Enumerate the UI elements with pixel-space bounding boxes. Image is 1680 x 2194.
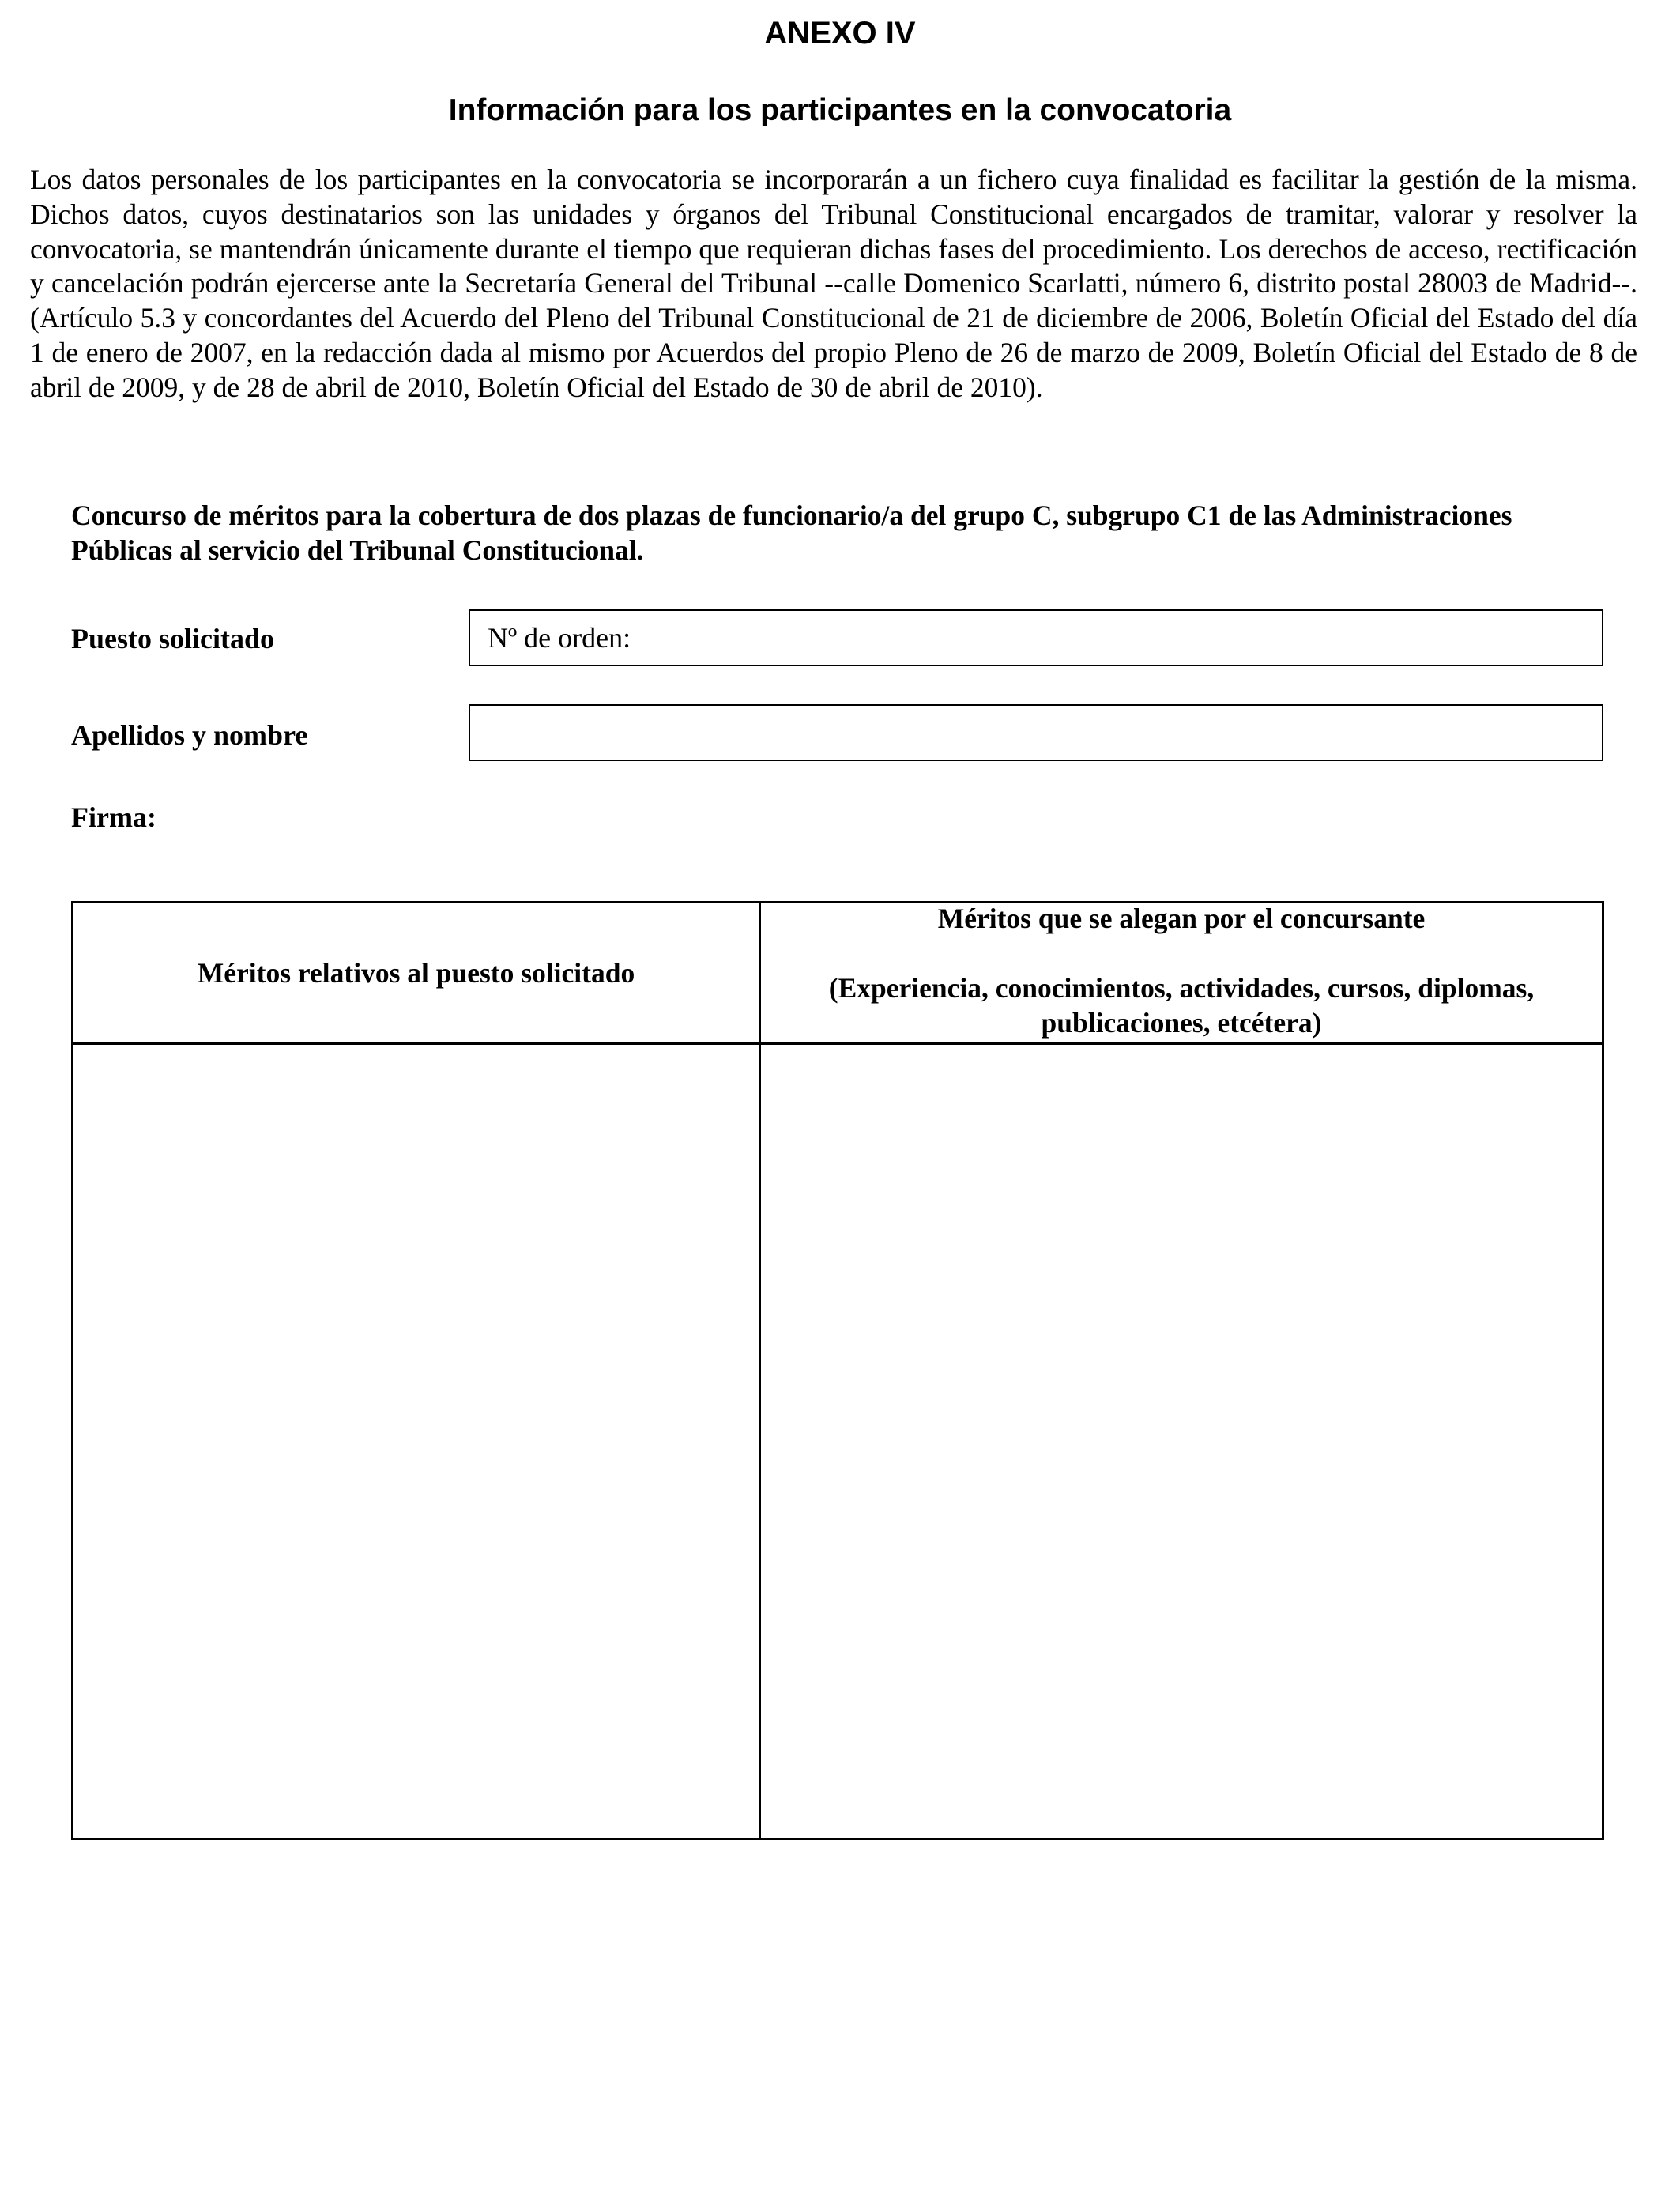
merits-left-cell[interactable] [73,1044,760,1839]
position-label: Puesto solicitado [71,623,274,654]
name-field[interactable] [469,704,1603,761]
merits-right-cell[interactable] [760,1044,1603,1839]
merits-right-header [760,903,1603,1044]
signature-label: Firma: [71,801,156,833]
privacy-notice: Los datos personales de los participantes en la convocatoria se incorporarán a un fichero cuya finalidad es facilitar la gestión de la misma. Dichos datos, cuyos destinatarios son las unidades y órganos del Tribunal Constitucional encargados de tramitar, valorar y resolver la convocatoria, se mantendrán únicamente durante el tiempo que requieran dichas fases del procedimiento. Los derechos de acceso, rectificación y cancelación podrán ejercerse ante la Secretaría General del Tribunal --calle Domenico Scarlatti, número 6, distrito postal 28003 de Madrid--. (Artículo 5.3 y concordantes del Acuerdo del Pleno del Tribunal Constitucional de 21 de diciembre de 2006, Boletín Oficial del Estado del día 1 de enero de 2007, en la redacción dada al mismo por Acuerdos del propio Pleno de 26 de marzo de 2009, Boletín Oficial del Estado de 8 de abril de 2009, y de 28 de abril de 2010, Boletín Oficial del Estado de 30 de abril de 2010). [30,164,1637,403]
merits-table [71,901,1604,1840]
position-field[interactable]: Nº de orden: [469,609,1603,666]
merits-table-header-row [73,903,1603,1044]
annex-title: ANEXO IV [764,16,916,51]
merits-right-header-note: (Experiencia, conocimientos, actividades, cursos, diplomas, publicaciones, etcétera) [828,972,1535,1039]
merits-left-header: Méritos relativos al puesto solicitado [73,903,760,1044]
name-label: Apellidos y nombre [71,719,308,751]
merits-table-body-row [73,1044,1603,1839]
merits-right-header-title: Méritos que se alegan por el concursante [937,903,1426,934]
contest-heading: Concurso de méritos para la cobertura de dos plazas de funcionario/a del grupo C, subgrupo C1 de las Administraciones Públicas al servicio del Tribunal Constitucional. [71,499,1512,566]
annex-subtitle: Información para los participantes en la convocatoria [448,93,1232,127]
header-spacer [761,936,1602,971]
